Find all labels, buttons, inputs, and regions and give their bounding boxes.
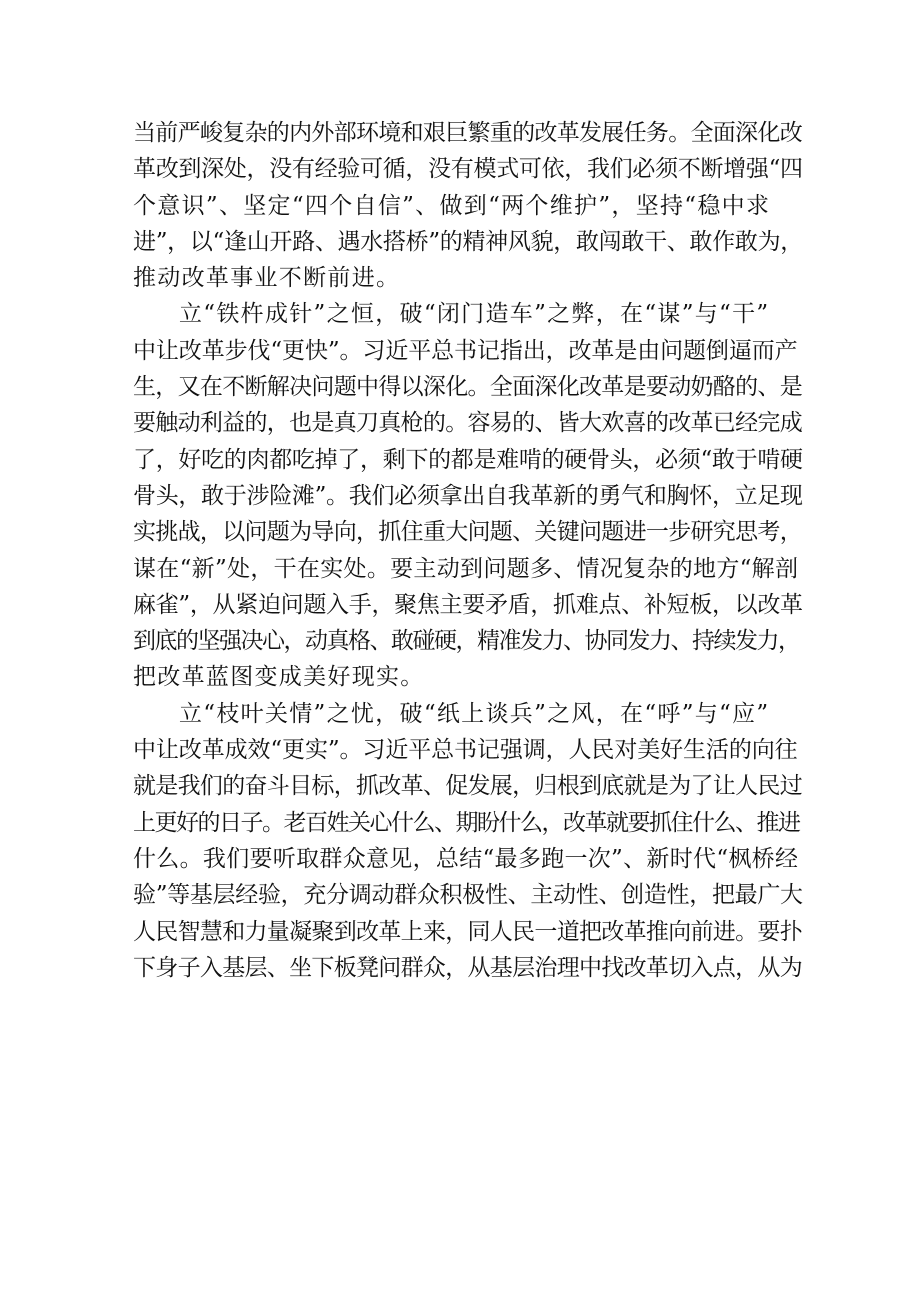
text-line: 当前严峻复杂的内外部环境和艰巨繁重的改革发展任务。全面深化改 — [133, 120, 803, 146]
text-line: 生，又在不断解决问题中得以深化。全面深化改革是要动奶酪的、是 — [133, 374, 803, 401]
text-line: 要触动利益的，也是真刀真枪的。容易的、皆大欢喜的改革已经完成 — [133, 410, 803, 437]
text-line: 推动改革事业不断前进。 — [133, 265, 401, 292]
text-line: 了，好吃的肉都吃掉了，剩下的都是难啃的硬骨头，必须“敢于啃硬 — [133, 446, 803, 473]
paragraph-first-line: 立“铁杵成针”之恒，破“闭门造车”之弊，在“谋”与“干” — [179, 301, 770, 328]
text-line: 把改革蓝图变成美好现实。 — [133, 664, 425, 691]
text-line: 进”，以“逢山开路、遇水搭桥”的精神风貌，敢闯敢干、敢作敢为， — [133, 228, 803, 255]
text-line: 麻雀”，从紧迫问题入手，聚焦主要矛盾，抓难点、补短板，以改革 — [133, 591, 803, 618]
text-line: 实挑战，以问题为导向，抓住重大问题、关键问题进一步研究思考， — [133, 519, 803, 546]
text-line: 骨头，敢于涉险滩”。我们必须拿出自我革新的勇气和胸怀，立足现 — [133, 482, 803, 509]
text-line: 革改到深处，没有经验可循，没有模式可依，我们必须不断增强“四 — [133, 156, 803, 183]
text-line: 就是我们的奋斗目标，抓改革、促发展，归根到底就是为了让人民过 — [133, 773, 803, 800]
text-line: 到底的坚强决心，动真格、敢碰硬，精准发力、协同发力、持续发力， — [133, 628, 800, 655]
text-line: 个意识”、坚定“四个自信”、做到“两个维护”，坚持“稳中求 — [133, 192, 771, 219]
text-line: 什么。我们要听取群众意见，总结“最多跑一次”、新时代“枫桥经 — [133, 845, 799, 872]
text-line: 下身子入基层、坐下板凳问群众，从基层治理中找改革切入点，从为 — [133, 954, 803, 981]
text-line: 中让改革步伐“更快”。习近平总书记指出，改革是由问题倒逼而产 — [133, 337, 798, 364]
text-line: 验”等基层经验，充分调动群众积极性、主动性、创造性，把最广大 — [133, 882, 803, 909]
body-text — [133, 115, 803, 986]
text-line: 中让改革成效“更实”。习近平总书记强调，人民对美好生活的向往 — [133, 737, 798, 764]
text-line: 谋在“新”处，干在实处。要主动到问题多、情况复杂的地方“解剖 — [133, 555, 799, 582]
paragraph-first-line: 立“枝叶关情”之忧，破“纸上谈兵”之风，在“呼”与“应” — [179, 700, 770, 727]
text-line: 上更好的日子。老百姓关心什么、期盼什么，改革就要抓住什么、推进 — [133, 809, 800, 836]
text-line: 人民智慧和力量凝聚到改革上来，同人民一道把改革推向前进。要扑 — [133, 918, 803, 945]
